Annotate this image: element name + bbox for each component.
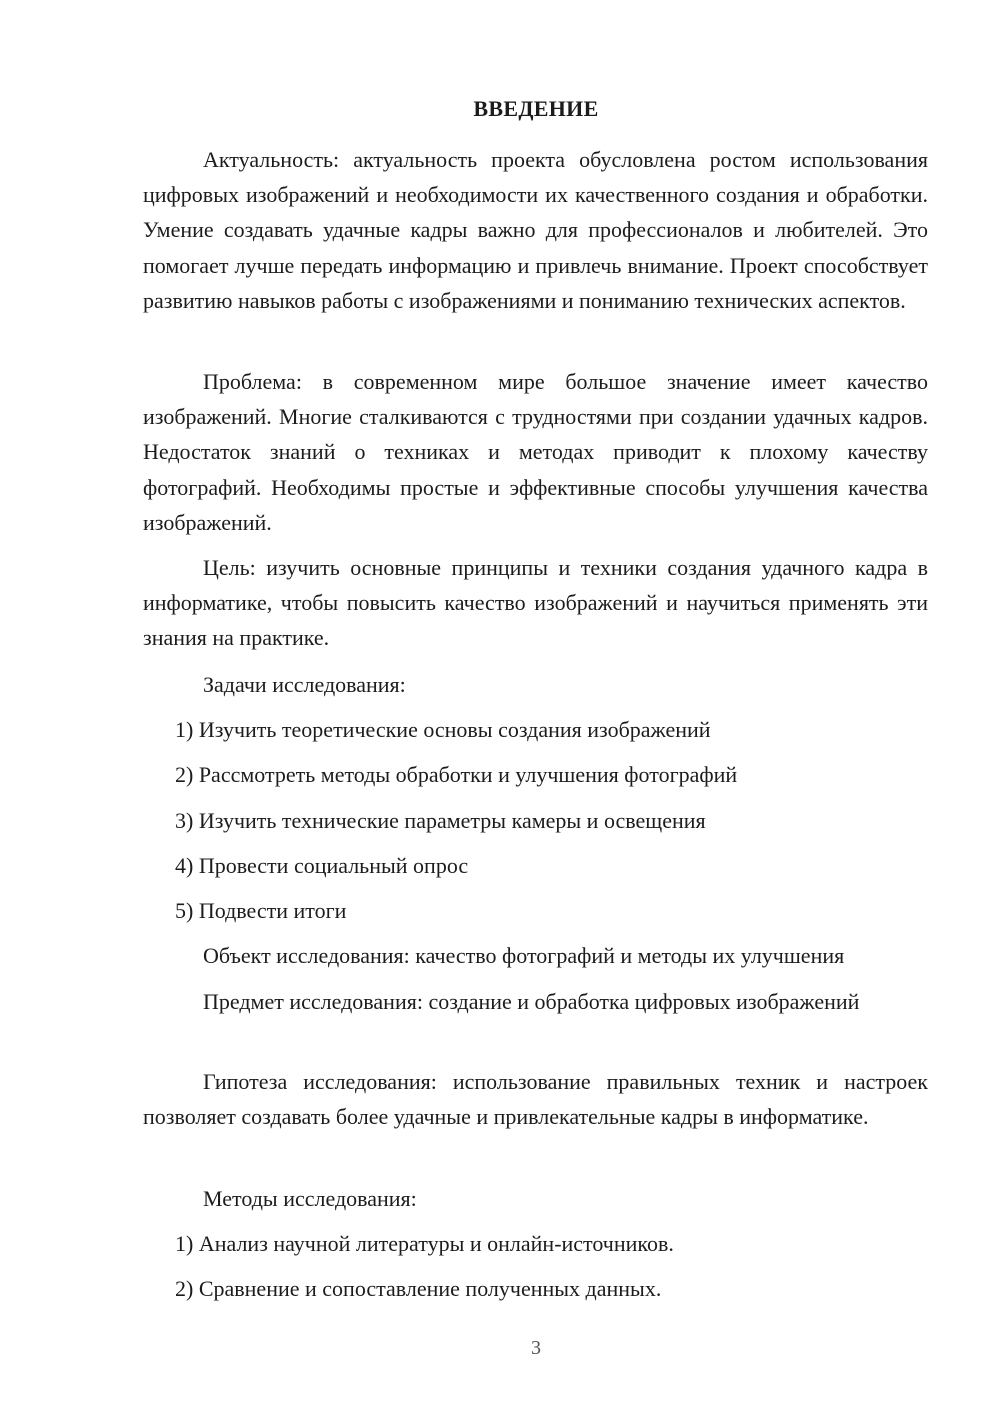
methods-heading: Методы исследования: xyxy=(203,1186,417,1211)
subject-paragraph: Предмет исследования: создание и обработка цифровых изображений xyxy=(203,989,860,1014)
hypothesis-paragraph: Гипотеза исследования: использование правильных техник и настроек позволяет создавать более удачные и привлекательные кадры в информатике. xyxy=(143,1069,928,1130)
task-item: 3) Изучить технические параметры камеры и освещения xyxy=(175,808,706,833)
page-number: 3 xyxy=(531,1337,541,1359)
problem-paragraph: Проблема: в современном мире большое значение имеет качество изображений. Многие сталкиваются с трудностями при создании удачных кадров. Недостаток знаний о техниках и методах приводит к плохому качеству фотографий. Необходимы простые и эффективные способы улучшения качества изображений. xyxy=(143,369,928,535)
tasks-heading: Задачи исследования: xyxy=(203,672,406,697)
page-title: ВВЕДЕНИЕ xyxy=(473,96,599,121)
method-item: 2) Сравнение и сопоставление полученных данных. xyxy=(175,1276,662,1301)
goal-paragraph: Цель: изучить основные принципы и техники создания удачного кадра в информатике, чтобы повысить качество изображений и научиться применять эти знания на практике. xyxy=(143,555,928,651)
relevance-paragraph: Актуальность: актуальность проекта обусловлена ростом использования цифровых изображений и необходимости их качественного создания и обработки. Умение создавать удачные кадры важно для профессионалов и любителей. Это помогает лучше передать информацию и привлечь внимание. Проект способствует развитию навыков работы с изображениями и пониманию технических аспектов. xyxy=(143,147,928,313)
task-item: 2) Рассмотреть методы обработки и улучшения фотографий xyxy=(175,762,738,787)
task-item: 5) Подвести итоги xyxy=(175,898,347,923)
object-paragraph: Объект исследования: качество фотографий и методы их улучшения xyxy=(203,943,845,968)
method-item: 1) Анализ научной литературы и онлайн-источников. xyxy=(175,1231,674,1256)
task-item: 1) Изучить теоретические основы создания изображений xyxy=(175,717,711,742)
task-item: 4) Провести социальный опрос xyxy=(175,853,469,878)
